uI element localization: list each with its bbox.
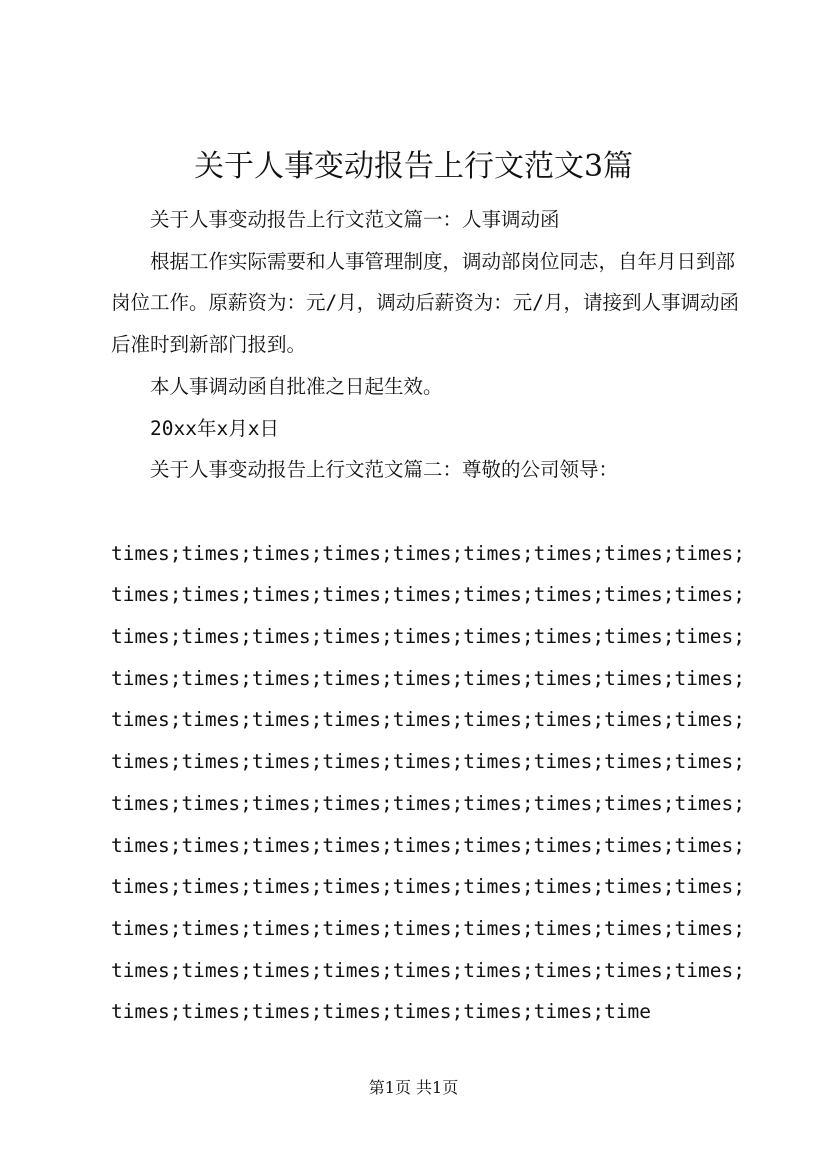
page-footer: 第1页 共1页 [368, 1078, 459, 1097]
paragraph-heading-1: 关于人事变动报告上行文范文篇一：人事调动函 [150, 208, 560, 231]
blank-line [111, 491, 751, 533]
paragraph-date: 20xx年x月x日 [150, 416, 279, 440]
document-title: 关于人事变动报告上行文范文3篇 [193, 149, 634, 184]
paragraph-heading-2: 关于人事变动报告上行文范文篇二：尊敬的公司领导： [150, 458, 619, 482]
document-body [111, 199, 751, 1033]
paragraph-effective: 本人事调动函自批准之日起生效。 [150, 374, 443, 398]
paragraph-transfer-notice: 根据工作实际需要和人事管理制度，调动部岗位同志，自年月日到部岗位工作。原薪资为：元/月，调动后薪资为：元/月，请接到人事调动函后准时到新部门报到。 [111, 249, 739, 357]
filler-text-block: times;times;times;times;times;times;times;times;times;times;times;times;times;times;times;times;times;times;times;times;times;times;times;times;times;times;times;times;times;times;times;times;times;times;times;times;times;times;times;times;times;times;times;times;times;times;times;times;times;times;times;times;times;times;times;times;times;times;times;times;times;times;times;times;times;times;times;times;times;times;times;times;times;times;times;times;times;times;times;times;times;times;times;times;times;times;times;times;times;times;times;times;times;times;times;times;times;times;times;times;times;times;times;times;times;times;time [111, 541, 745, 1024]
